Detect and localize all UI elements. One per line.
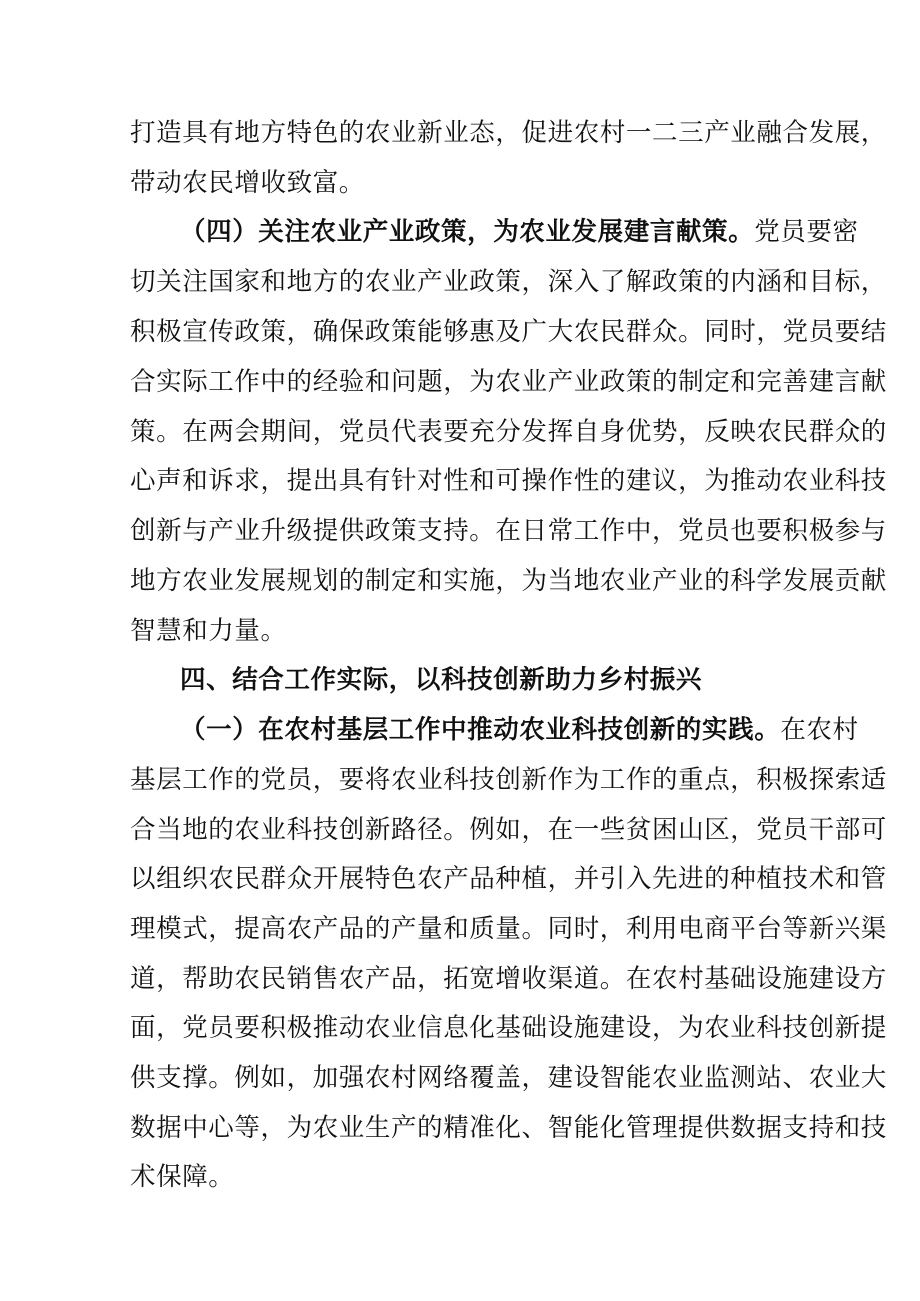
body-text: 在农村 bbox=[780, 715, 859, 745]
body-line: 合当地的农业科技创新路径。例如，在一些贫困山区，党员干部可 bbox=[130, 815, 887, 845]
body-line: 地方农业发展规划的制定和实施，为当地农业产业的科学发展贡献 bbox=[130, 566, 887, 596]
body-line: 心声和诉求，提出具有针对性和可操作性的建议，为推动农业科技 bbox=[130, 466, 887, 496]
body-line: 术保障。 bbox=[130, 1162, 235, 1192]
body-line: 带动农民增收致富。 bbox=[130, 168, 365, 198]
body-line: 理模式，提高农产品的产量和质量。同时，利用电商平台等新兴渠 bbox=[130, 914, 887, 944]
part-4-title: 四、结合工作实际，以科技创新助力乡村振兴 bbox=[180, 665, 703, 695]
body-line: 以组织农民群众开展特色农产品种植，并引入先进的种植技术和管 bbox=[130, 864, 887, 894]
body-line: 合实际工作中的经验和问题，为农业产业政策的制定和完善建言献 bbox=[130, 367, 887, 397]
body-line: 积极宣传政策，确保政策能够惠及广大农民群众。同时，党员要结 bbox=[130, 317, 887, 347]
body-line: 数据中心等，为农业生产的精准化、智能化管理提供数据支持和技 bbox=[130, 1113, 887, 1143]
section-4-heading: （四）关注农业产业政策，为农业发展建言献策。 bbox=[180, 217, 755, 247]
body-line: 面，党员要积极推动农业信息化基础设施建设，为农业科技创新提 bbox=[130, 1013, 887, 1043]
body-line: 切关注国家和地方的农业产业政策，深入了解政策的内涵和目标， bbox=[130, 267, 887, 297]
body-line: 基层工作的党员，要将农业科技创新作为工作的重点，积极探索适 bbox=[130, 765, 887, 795]
body-line: 道，帮助农民销售农产品，拓宽增收渠道。在农村基础设施建设方 bbox=[130, 964, 887, 994]
subsection-1-paragraph-start bbox=[180, 709, 859, 751]
body-text: 党员要密 bbox=[754, 217, 859, 247]
subsection-1-heading: （一）在农村基层工作中推动农业科技创新的实践。 bbox=[180, 715, 781, 745]
body-line: 智慧和力量。 bbox=[130, 616, 287, 646]
body-line: 创新与产业升级提供政策支持。在日常工作中，党员也要积极参与 bbox=[130, 516, 887, 546]
body-line: 供支撑。例如，加强农村网络覆盖，建设智能农业监测站、农业大 bbox=[130, 1063, 887, 1093]
body-line: 策。在两会期间，党员代表要充分发挥自身优势，反映农民群众的 bbox=[130, 417, 887, 447]
body-line: 打造具有地方特色的农业新业态，促进农村一二三产业融合发展， bbox=[130, 118, 887, 148]
section-4-paragraph-start bbox=[180, 211, 859, 253]
